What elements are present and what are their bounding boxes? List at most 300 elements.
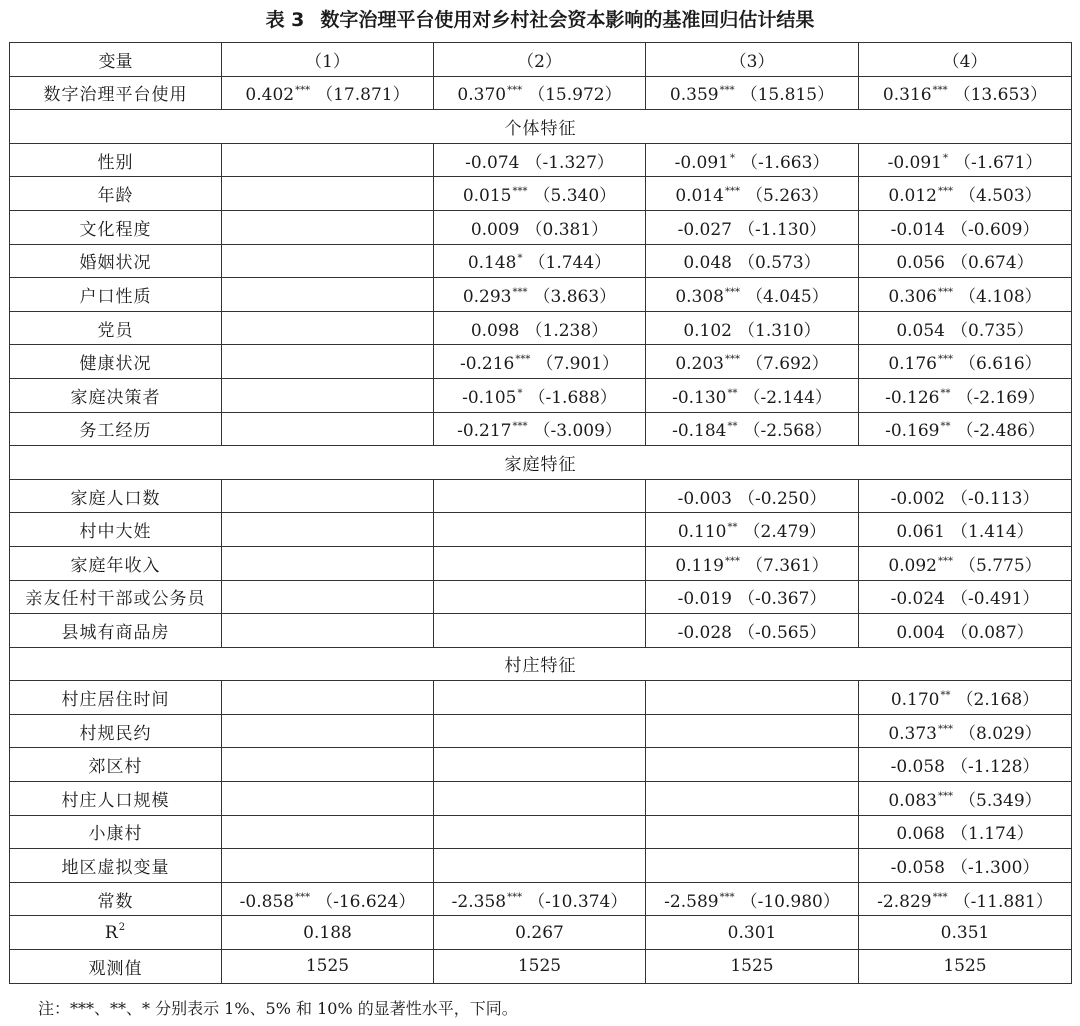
cell-model-2	[434, 748, 646, 782]
coefficient: 0.061	[896, 522, 945, 543]
table-row	[10, 950, 1072, 984]
cell-model-3	[646, 748, 859, 782]
significance-stars: ***	[512, 421, 528, 433]
t-statistic: （6.616）	[959, 354, 1042, 375]
variable-name: 家庭年收入	[10, 546, 222, 580]
t-statistic: （17.871）	[316, 85, 410, 106]
significance-stars: ***	[719, 891, 735, 903]
coefficient: 0.068	[896, 824, 945, 845]
cell-model-1	[222, 882, 434, 916]
significance-stars: **	[940, 690, 951, 702]
coefficient: -0.217	[457, 421, 512, 442]
cell-model-1	[222, 479, 434, 513]
significance-stars: ***	[512, 186, 528, 198]
variable-name: 地区虚拟变量	[10, 849, 222, 883]
variable-name: 党员	[10, 311, 222, 345]
t-statistic: （0.087）	[951, 622, 1034, 643]
table-row	[10, 345, 1072, 379]
coefficient: 0.119	[675, 555, 724, 576]
variable-name: 文化程度	[10, 210, 222, 244]
cell-model-1	[222, 681, 434, 715]
cell-model-4	[859, 210, 1072, 244]
cell-model-4	[859, 244, 1072, 278]
variable-name-superscript: 2	[118, 922, 127, 934]
cell-model-1	[222, 614, 434, 648]
table-row	[10, 143, 1072, 177]
coefficient: -0.003	[677, 488, 732, 509]
table-row	[10, 378, 1072, 412]
t-statistic: （-2.169）	[956, 387, 1045, 408]
cell-model-4	[859, 311, 1072, 345]
significance-stars: ***	[515, 354, 531, 366]
cell-model-1	[222, 278, 434, 312]
t-statistic: （-3.009）	[533, 421, 622, 442]
cell-model-3	[646, 714, 859, 748]
header-variable: 变量	[10, 43, 222, 77]
cell-model-1	[222, 412, 434, 446]
t-statistic: （0.735）	[951, 320, 1034, 341]
cell-model-4	[859, 849, 1072, 883]
cell-model-2	[434, 714, 646, 748]
cell-model-3	[646, 916, 859, 950]
significance-stars: ***	[938, 286, 953, 298]
cell-model-2	[434, 950, 646, 984]
header-model-4: （4）	[859, 43, 1072, 77]
table-row	[10, 210, 1072, 244]
t-statistic: （-16.624）	[316, 891, 416, 912]
significance-stars: ***	[507, 891, 523, 903]
cell-model-3	[646, 950, 859, 984]
coefficient: -0.184	[672, 421, 727, 442]
section-label: 个体特征	[10, 110, 1072, 144]
t-statistic: （4.503）	[959, 186, 1042, 207]
section-label: 村庄特征	[10, 647, 1072, 681]
variable-name: 常数	[10, 882, 222, 916]
coefficient: -2.829	[877, 891, 932, 912]
cell-model-2	[434, 916, 646, 950]
cell-model-2	[434, 177, 646, 211]
cell-model-4	[859, 143, 1072, 177]
table-row	[10, 278, 1072, 312]
t-statistic: （-1.130）	[738, 219, 827, 240]
coefficient: 0.306	[888, 286, 937, 307]
coefficient: -0.130	[672, 387, 727, 408]
coefficient: 0.098	[470, 320, 520, 341]
variable-name: 健康状况	[10, 345, 222, 379]
t-statistic: （-0.250）	[738, 488, 827, 509]
cell-model-3	[646, 177, 859, 211]
cell-model-2	[434, 311, 646, 345]
coefficient: 0.056	[896, 253, 945, 274]
cell-model-1	[222, 950, 434, 984]
t-statistic: （7.901）	[536, 354, 620, 375]
t-statistic: （-1.327）	[525, 152, 614, 173]
header-row	[10, 43, 1072, 77]
cell-model-4	[859, 513, 1072, 547]
section-label: 家庭特征	[10, 446, 1072, 480]
cell-model-4	[859, 950, 1072, 984]
table-row	[10, 244, 1072, 278]
cell-model-3	[646, 378, 859, 412]
t-statistic: （-0.565）	[738, 622, 827, 643]
coefficient: -0.091	[674, 152, 729, 173]
cell-model-1	[222, 76, 434, 110]
coefficient: 1525	[943, 956, 987, 977]
t-statistic: （4.108）	[959, 286, 1042, 307]
t-statistic: （7.692）	[746, 354, 829, 375]
cell-model-1	[222, 513, 434, 547]
cell-model-4	[859, 479, 1072, 513]
table-row	[10, 614, 1072, 648]
coefficient: 0.004	[896, 622, 945, 643]
cell-model-2	[434, 479, 646, 513]
variable-name: 县城有商品房	[10, 614, 222, 648]
cell-model-4	[859, 345, 1072, 379]
t-statistic: （5.340）	[533, 186, 617, 207]
cell-model-2	[434, 143, 646, 177]
t-statistic: （4.045）	[746, 286, 829, 307]
t-statistic: （-0.491）	[951, 589, 1040, 610]
cell-model-4	[859, 177, 1072, 211]
cell-model-3	[646, 782, 859, 816]
coefficient: -0.126	[885, 387, 940, 408]
table-title	[0, 4, 1080, 36]
significance-stars: ***	[938, 723, 953, 735]
cell-model-4	[859, 681, 1072, 715]
regression-table	[9, 42, 1072, 984]
table-row	[10, 916, 1072, 950]
cell-model-1	[222, 311, 434, 345]
cell-model-4	[859, 614, 1072, 648]
cell-model-2	[434, 580, 646, 614]
t-statistic: （5.349）	[959, 790, 1042, 811]
coefficient: -0.002	[890, 488, 945, 509]
coefficient: 0.015	[462, 186, 512, 207]
cell-model-4	[859, 546, 1072, 580]
table-row	[10, 580, 1072, 614]
cell-model-4	[859, 714, 1072, 748]
cell-model-3	[646, 681, 859, 715]
table-row	[10, 311, 1072, 345]
t-statistic: （-0.113）	[951, 488, 1040, 509]
cell-model-1	[222, 580, 434, 614]
coefficient: -0.058	[890, 757, 945, 778]
table-number: 表 3	[265, 9, 305, 31]
variable-name: 观测值	[10, 950, 222, 984]
t-statistic: （1.238）	[525, 320, 609, 341]
significance-stars: ***	[938, 790, 953, 802]
coefficient: -0.105	[462, 387, 517, 408]
coefficient: 1525	[730, 956, 774, 977]
coefficient: -0.024	[890, 589, 945, 610]
t-statistic: （2.479）	[743, 522, 827, 543]
cell-model-4	[859, 782, 1072, 816]
cell-model-1	[222, 210, 434, 244]
cell-model-2	[434, 210, 646, 244]
variable-name: 年龄	[10, 177, 222, 211]
cell-model-2	[434, 378, 646, 412]
significance-stars: *	[517, 253, 523, 265]
section-row	[10, 446, 1072, 480]
variable-name: 务工经历	[10, 412, 222, 446]
coefficient: -2.358	[451, 891, 507, 912]
t-statistic: （-2.568）	[743, 421, 832, 442]
cell-model-2	[434, 546, 646, 580]
significance-stars: **	[940, 387, 951, 399]
cell-model-4	[859, 278, 1072, 312]
significance-stars: *	[943, 152, 948, 164]
coefficient: 0.188	[303, 922, 352, 943]
table-caption: 数字治理平台使用对乡村社会资本影响的基准回归估计结果	[320, 9, 815, 31]
cell-model-4	[859, 378, 1072, 412]
cell-model-2	[434, 513, 646, 547]
section-row	[10, 647, 1072, 681]
cell-model-2	[434, 681, 646, 715]
variable-name: 性别	[10, 143, 222, 177]
table-row	[10, 882, 1072, 916]
variable-name: 户口性质	[10, 278, 222, 312]
table-row	[10, 546, 1072, 580]
cell-model-2	[434, 76, 646, 110]
t-statistic: （0.381）	[525, 219, 609, 240]
table-note: 注：***、**、* 分别表示 1%、5% 和 10% 的显著性水平，下同。	[38, 999, 518, 1018]
coefficient: 0.170	[890, 690, 940, 711]
coefficient: -0.074	[465, 152, 520, 173]
variable-name: 村庄人口规模	[10, 782, 222, 816]
t-statistic: （0.573）	[738, 253, 821, 274]
cell-model-3	[646, 815, 859, 849]
cell-model-4	[859, 882, 1072, 916]
cell-model-3	[646, 580, 859, 614]
section-row	[10, 110, 1072, 144]
coefficient: -0.091	[887, 152, 942, 173]
t-statistic: （-2.144）	[743, 387, 832, 408]
cell-model-1	[222, 546, 434, 580]
variable-name: 村庄居住时间	[10, 681, 222, 715]
table-row	[10, 412, 1072, 446]
coefficient: 0.083	[888, 790, 937, 811]
table-row	[10, 849, 1072, 883]
table-row	[10, 479, 1072, 513]
coefficient: 1525	[517, 956, 562, 977]
coefficient: 0.359	[669, 85, 719, 106]
coefficient: 0.014	[675, 186, 724, 207]
variable-name: 数字治理平台使用	[10, 76, 222, 110]
cell-model-3	[646, 345, 859, 379]
t-statistic: （-11.881）	[953, 891, 1053, 912]
significance-stars: ***	[725, 354, 740, 366]
variable-name: 亲友任村干部或公务员	[10, 580, 222, 614]
significance-stars: **	[727, 522, 738, 534]
significance-stars: ***	[932, 891, 948, 903]
coefficient: 0.316	[882, 85, 932, 106]
significance-stars: ***	[938, 354, 953, 366]
t-statistic: （1.744）	[528, 253, 612, 274]
coefficient: 0.148	[467, 253, 517, 274]
coefficient: 1525	[305, 956, 350, 977]
cell-model-1	[222, 849, 434, 883]
regression-table-body	[10, 43, 1072, 984]
t-statistic: （1.310）	[738, 320, 821, 341]
table-row	[10, 177, 1072, 211]
coefficient: 0.267	[515, 922, 564, 943]
significance-stars: ***	[719, 85, 735, 97]
cell-model-2	[434, 345, 646, 379]
cell-model-1	[222, 714, 434, 748]
variable-name: 婚姻状况	[10, 244, 222, 278]
cell-model-2	[434, 882, 646, 916]
cell-model-2	[434, 614, 646, 648]
table-row	[10, 815, 1072, 849]
t-statistic: （5.263）	[746, 186, 829, 207]
cell-model-3	[646, 210, 859, 244]
coefficient: 0.402	[245, 85, 295, 106]
coefficient: -0.216	[459, 354, 515, 375]
cell-model-3	[646, 244, 859, 278]
table-row	[10, 76, 1072, 110]
t-statistic: （7.361）	[746, 555, 829, 576]
cell-model-1	[222, 143, 434, 177]
t-statistic: （0.674）	[951, 253, 1034, 274]
significance-stars: ***	[938, 555, 953, 567]
coefficient: -0.169	[885, 421, 940, 442]
coefficient: 0.102	[683, 320, 732, 341]
significance-stars: **	[940, 421, 951, 433]
variable-name: 村规民约	[10, 714, 222, 748]
coefficient: 0.048	[683, 253, 732, 274]
coefficient: 0.308	[675, 286, 724, 307]
cell-model-2	[434, 244, 646, 278]
cell-model-2	[434, 849, 646, 883]
coefficient: -0.019	[677, 589, 732, 610]
t-statistic: （1.174）	[951, 824, 1034, 845]
cell-model-2	[434, 782, 646, 816]
cell-model-4	[859, 748, 1072, 782]
coefficient: 0.009	[470, 219, 520, 240]
t-statistic: （-1.688）	[528, 387, 617, 408]
variable-name: 家庭决策者	[10, 378, 222, 412]
coefficient: 0.373	[888, 723, 937, 744]
cell-model-3	[646, 311, 859, 345]
t-statistic: （-1.663）	[741, 152, 830, 173]
coefficient: 0.351	[940, 922, 990, 943]
significance-stars: ***	[295, 891, 311, 903]
variable-name	[10, 916, 222, 950]
cell-model-2	[434, 412, 646, 446]
significance-stars: **	[727, 387, 738, 399]
cell-model-3	[646, 882, 859, 916]
t-statistic: （-0.609）	[951, 219, 1040, 240]
cell-model-1	[222, 782, 434, 816]
cell-model-1	[222, 378, 434, 412]
variable-name-text: R	[104, 923, 119, 944]
t-statistic: （13.653）	[953, 85, 1048, 106]
significance-stars: ***	[295, 85, 311, 97]
coefficient: 0.012	[888, 186, 937, 207]
coefficient: 0.176	[888, 354, 937, 375]
t-statistic: （-1.300）	[951, 858, 1040, 879]
significance-stars: **	[727, 421, 738, 433]
table-row	[10, 513, 1072, 547]
cell-model-1	[222, 815, 434, 849]
cell-model-1	[222, 345, 434, 379]
cell-model-3	[646, 412, 859, 446]
coefficient: 0.092	[888, 555, 937, 576]
significance-stars: ***	[932, 85, 948, 97]
cell-model-3	[646, 546, 859, 580]
significance-stars: *	[730, 152, 735, 164]
cell-model-3	[646, 143, 859, 177]
cell-model-1	[222, 177, 434, 211]
coefficient: 0.110	[677, 522, 727, 543]
variable-name: 郊区村	[10, 748, 222, 782]
cell-model-3	[646, 76, 859, 110]
table-row	[10, 782, 1072, 816]
variable-name: 小康村	[10, 815, 222, 849]
t-statistic: （8.029）	[959, 723, 1042, 744]
t-statistic: （2.168）	[956, 690, 1040, 711]
cell-model-3	[646, 513, 859, 547]
cell-model-1	[222, 748, 434, 782]
coefficient: 0.370	[457, 85, 507, 106]
header-model-1: （1）	[222, 43, 434, 77]
coefficient: 0.203	[675, 354, 724, 375]
coefficient: -2.589	[664, 891, 719, 912]
t-statistic: （-10.374）	[528, 891, 628, 912]
header-model-3: （3）	[646, 43, 859, 77]
t-statistic: （3.863）	[533, 286, 617, 307]
cell-model-1	[222, 244, 434, 278]
cell-model-4	[859, 916, 1072, 950]
coefficient: 0.293	[462, 286, 512, 307]
cell-model-3	[646, 849, 859, 883]
coefficient: -0.014	[890, 219, 945, 240]
cell-model-4	[859, 815, 1072, 849]
cell-model-3	[646, 278, 859, 312]
cell-model-4	[859, 580, 1072, 614]
significance-stars: ***	[725, 286, 740, 298]
t-statistic: （-0.367）	[738, 589, 827, 610]
significance-stars: ***	[725, 555, 740, 567]
t-statistic: （15.972）	[528, 85, 622, 106]
t-statistic: （-10.980）	[740, 891, 840, 912]
coefficient: 0.301	[727, 922, 777, 943]
significance-stars: ***	[725, 186, 740, 198]
t-statistic: （1.414）	[951, 522, 1034, 543]
significance-stars: *	[517, 387, 523, 399]
coefficient: 0.054	[896, 320, 945, 341]
coefficient: -0.058	[890, 858, 945, 879]
t-statistic: （-1.128）	[951, 757, 1040, 778]
cell-model-4	[859, 76, 1072, 110]
table-row	[10, 714, 1072, 748]
cell-model-3	[646, 614, 859, 648]
coefficient: -0.027	[677, 219, 732, 240]
coefficient: -0.028	[677, 622, 732, 643]
t-statistic: （-2.486）	[956, 421, 1045, 442]
cell-model-2	[434, 815, 646, 849]
table-row	[10, 681, 1072, 715]
significance-stars: ***	[512, 286, 528, 298]
t-statistic: （15.815）	[740, 85, 835, 106]
cell-model-1	[222, 916, 434, 950]
cell-model-3	[646, 479, 859, 513]
table-row	[10, 748, 1072, 782]
t-statistic: （5.775）	[959, 555, 1042, 576]
significance-stars: ***	[507, 85, 523, 97]
t-statistic: （-1.671）	[954, 152, 1043, 173]
significance-stars: ***	[938, 186, 953, 198]
